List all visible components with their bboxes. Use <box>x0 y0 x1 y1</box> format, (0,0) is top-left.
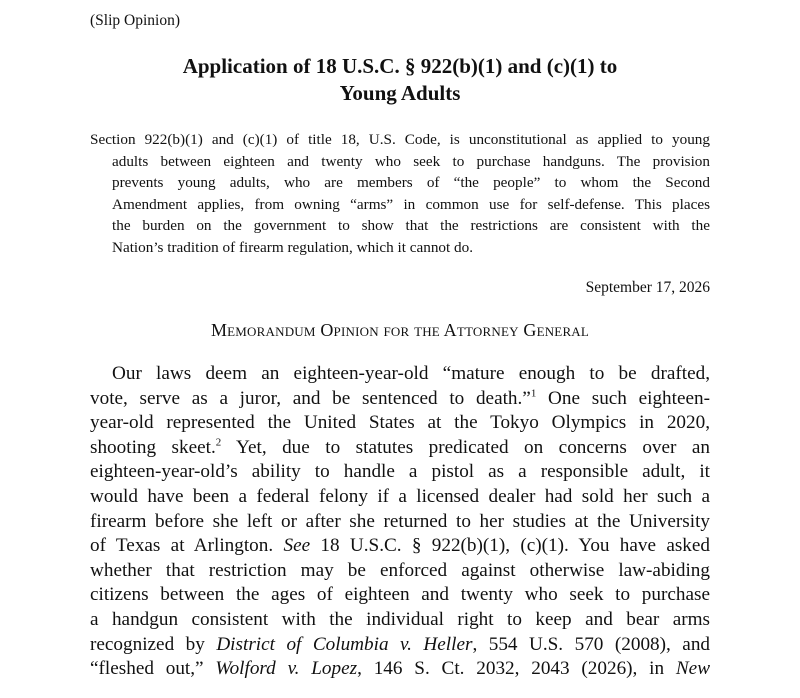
body-text-segment: Yet, due to statutes predicated on concerns over an <box>221 436 710 458</box>
body-text-segment: shooting skeet. <box>90 436 216 458</box>
summary-line: Section 922(b)(1) and (c)(1) of title 18, U.S. Code, is unconstitutional as applied to young <box>90 131 710 148</box>
body-text-segment: recognized by <box>90 633 217 655</box>
summary-line: adults between eighteen and twenty who seek to purchase handguns. The provision <box>112 152 710 170</box>
memorandum-heading <box>90 318 710 342</box>
body-line <box>90 534 710 559</box>
body-line: firearm before she left or after she returned to her studies at the University <box>90 510 710 532</box>
title-line-1: Application of 18 U.S.C. § 922(b)(1) and (c)(1) to <box>182 54 618 78</box>
body-text-segment: , 146 S. Ct. 2032, 2043 (2026), in <box>357 658 676 680</box>
body-text-segment: 18 U.S.C. § 922(b)(1), (c)(1). You have asked <box>310 535 711 557</box>
body-line: whether that restriction may be enforced against otherwise law-abiding <box>90 559 710 581</box>
case-citation: Wolford v. Lopez <box>215 658 358 680</box>
summary-paragraph <box>90 129 710 258</box>
body-text-segment: , 554 U.S. 570 (2008), and <box>472 633 711 655</box>
body-line: Our laws deem an eighteen-year-old “mature enough to be drafted, <box>112 363 710 384</box>
title-line-2: Young Adults <box>339 81 461 105</box>
body-line <box>90 633 710 658</box>
see-signal: See <box>283 535 311 557</box>
body-line <box>90 436 710 461</box>
body-text-segment: of Texas at Arlington. <box>90 535 284 557</box>
case-citation: District of Columbia v. Heller <box>216 633 473 655</box>
slip-opinion-label: (Slip Opinion) <box>90 12 180 29</box>
summary-line: Amendment applies, from owning “arms” in common use for self-defense. This places <box>112 195 710 213</box>
body-line: citizens between the ages of eighteen and twenty who seek to purchase <box>90 584 710 606</box>
footnote-ref-2[interactable]: 2 <box>215 436 222 449</box>
body-text-segment: “fleshed out,” <box>90 658 216 680</box>
body-text-segment: vote, serve as a juror, and be sentenced to death.” <box>90 387 531 409</box>
case-citation: New <box>675 658 710 680</box>
opinion-date: September 17, 2026 <box>585 279 710 296</box>
body-line: year-old represented the United States at the Tokyo Olympics in 2020, <box>90 412 710 434</box>
body-line: a handgun consistent with the individual right to keep and bear arms <box>90 608 710 630</box>
summary-line: the burden on the government to show that the restrictions are consistent with the <box>112 217 710 234</box>
body-line <box>90 387 710 412</box>
summary-line: prevents young adults, who are members of “the people” to whom the Second <box>112 174 710 191</box>
footnote-ref-1[interactable]: 1 <box>530 387 537 400</box>
body-line: eighteen-year-old’s ability to handle a pistol as a responsible adult, it <box>90 461 710 483</box>
body-line <box>90 657 710 682</box>
summary-line: Nation’s tradition of firearm regulation, which it cannot do. <box>112 238 474 256</box>
memorandum-heading-text: Memorandum Opinion for the Attorney General <box>210 320 590 340</box>
body-line: would have been a federal felony if a licensed dealer had sold her such a <box>90 485 710 507</box>
body-paragraph <box>90 362 710 682</box>
body-text-segment: One such eighteen- <box>536 387 710 409</box>
page-title <box>90 53 710 107</box>
